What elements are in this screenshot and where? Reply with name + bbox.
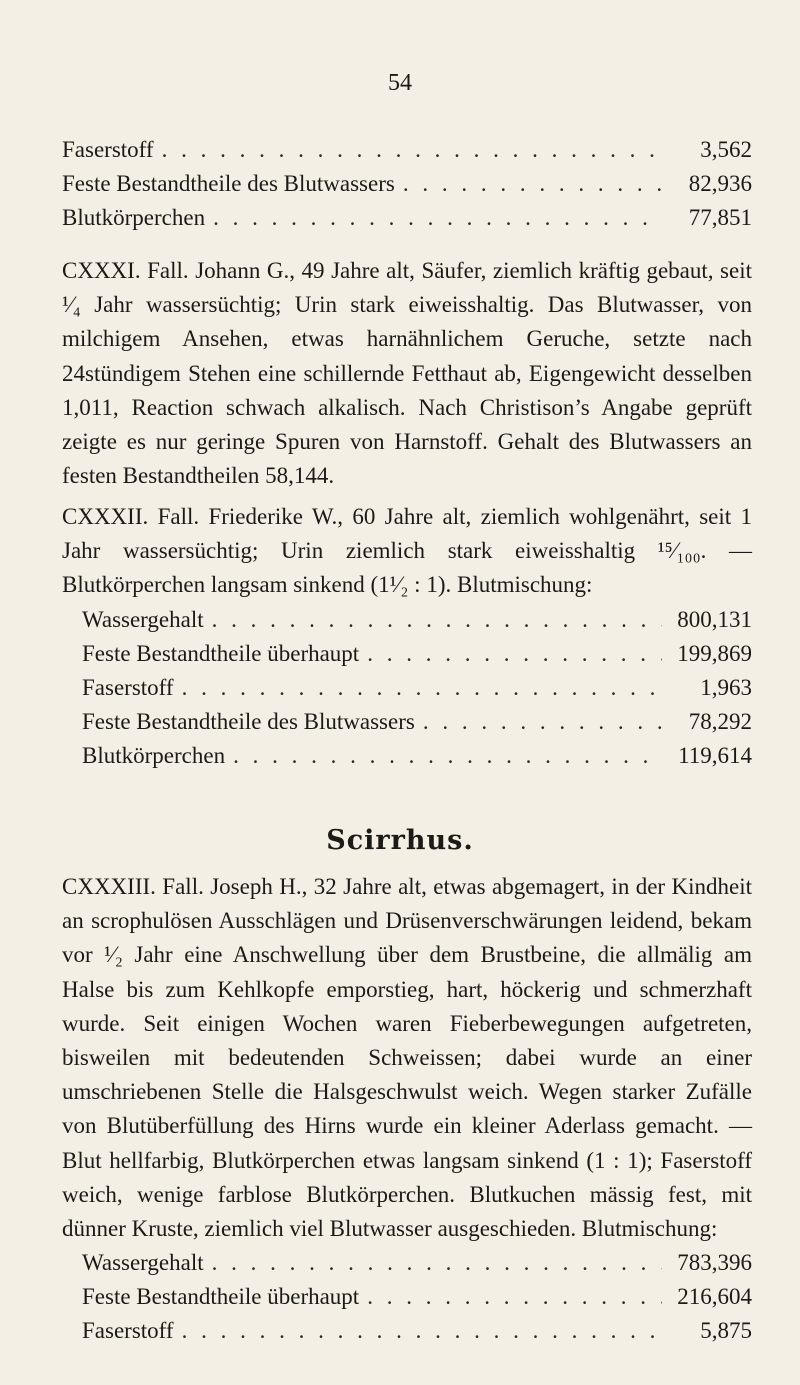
table-row [82,671,752,705]
row-value: 216,604 [677,1284,752,1309]
row-label: Feste Bestandtheile überhaupt [82,641,360,666]
table-row [82,739,752,773]
row-label: Faserstoff [82,1318,174,1343]
leader-dots [359,637,662,671]
table-row [62,133,752,167]
table-row [62,201,752,235]
page-number: 54 [388,70,412,96]
table-row [82,1314,752,1348]
table-row [82,1280,752,1314]
leader-dots [225,739,662,773]
row-label: Faserstoff [62,137,154,162]
table-blood-composition-3 [62,1246,752,1348]
row-label: Blutkörperchen [82,743,226,768]
leader-dots [359,1280,662,1314]
table-row [82,637,752,671]
leader-dots [204,603,662,637]
leader-dots [205,201,662,235]
row-value: 78,292 [688,709,752,734]
row-value: 783,396 [677,1250,752,1275]
table-blood-composition-1 [62,133,752,235]
row-value: 82,936 [688,171,752,196]
row-label: Blutkörperchen [62,205,206,230]
section-heading: Scirrhus. [326,825,474,856]
table-row [62,167,752,201]
table-row [82,705,752,739]
row-value: 77,851 [688,205,752,230]
case-paragraph-cxxxiii: CXXXIII. Fall. Joseph H., 32 Jahre alt, etwas abgemagert, in der Kindheit an scrophulösen Ausschlägen und Drüsenverschwärungen leidend, bekam vor ¹⁄₂ Jahr eine Anschwellung über dem Brustbeine, die allmälig am Halse bis zum Kehlkopfe emporstieg, hart, höckerig und schmerzhaft wurde. Seit einigen Wochen waren Fieberbewegungen aufgetreten, bisweilen mit bedeutenden Schweissen; dabei wurde an einer umschriebenen Stelle die Halsgeschwulst weich. Wegen starker Zufälle von Blutüberfüllung des Hirns wurde ein kleiner Aderlass gemacht. — Blut hellfarbig, Blutkörperchen etwas langsam sinkend (1 : 1); Faserstoff weich, wenige farblose Blutkörperchen. Blutkuchen mässig fest, mit dünner Kruste, ziemlich viel Blutwasser ausgeschieden. Blutmischung: [62,874,752,1242]
case-paragraph-cxxxi: CXXXI. Fall. Johann G., 49 Jahre alt, Säufer, ziemlich kräftig gebaut, seit ¹⁄₄ Jahr wassersüchtig; Urin stark eiweisshaltig. Das Blutwasser, von milchigem Ansehen, etwas harnähnlichem Geruche, setzte nach 24stündigem Stehen eine schillernde Fetthaut ab, Eigengewicht desselben 1,011, Reaction schwach alkalisch. Nach Christison’s Angabe geprüft zeigte es nur geringe Spuren von Harnstoff. Gehalt des Blutwassers an festen Bestandtheilen 58,144. [62,258,752,489]
leader-dots [174,671,662,705]
row-value: 199,869 [677,641,752,666]
row-label: Feste Bestandtheile überhaupt [82,1284,360,1309]
row-value: 5,875 [700,1318,752,1343]
leader-dots [395,167,662,201]
row-value: 119,614 [678,743,752,768]
table-row [82,1246,752,1280]
row-value: 3,562 [700,137,752,162]
table-row [82,603,752,637]
table-blood-composition-2 [62,603,752,773]
leader-dots [415,705,662,739]
row-value: 800,131 [677,607,752,632]
leader-dots [154,133,662,167]
leader-dots [174,1314,662,1348]
row-label: Feste Bestandtheile des Blutwassers [62,171,395,196]
leader-dots [204,1246,662,1280]
row-label: Wassergehalt [82,1250,204,1275]
case-paragraph-cxxxii: CXXXII. Fall. Friederike W., 60 Jahre alt, ziemlich wohlgenährt, seit 1 Jahr wassersüchtig; Urin ziemlich stark eiweisshaltig ¹⁵⁄₁₀₀. — Blutkörperchen langsam sinkend (1¹⁄₂ : 1). Blutmischung: [62,504,752,598]
row-value: 1,963 [700,675,752,700]
row-label: Faserstoff [82,675,174,700]
row-label: Wassergehalt [82,607,204,632]
row-label: Feste Bestandtheile des Blutwassers [82,709,415,734]
